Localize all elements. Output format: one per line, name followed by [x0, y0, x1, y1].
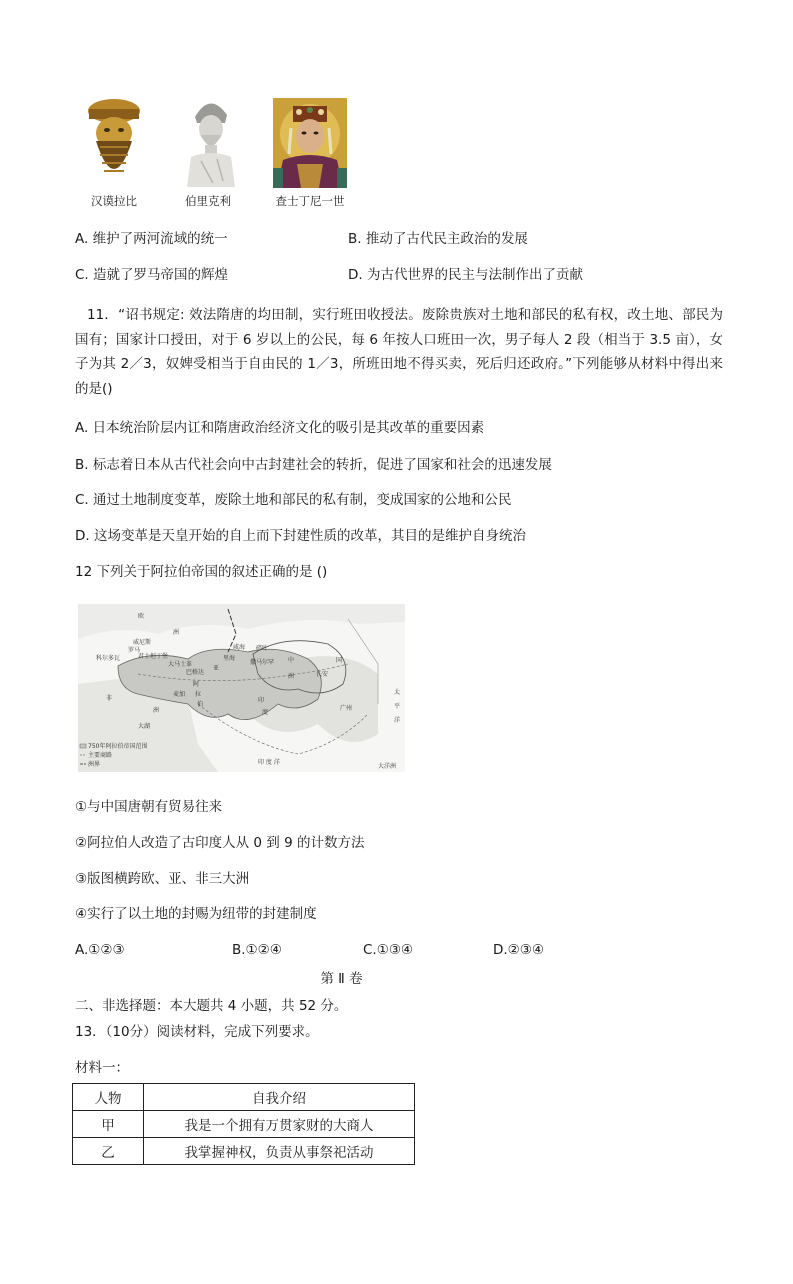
figure-caption: 汉谟拉比: [91, 194, 137, 208]
map-label: 长安: [316, 671, 329, 678]
map-legend-item: 750年阿拉伯帝国范围: [88, 743, 148, 750]
map-label: 里海: [223, 655, 236, 662]
map-label: 君士坦丁堡: [138, 653, 169, 660]
q11-option-b: B. 标志着日本从古代社会向中古封建社会的转折，促进了国家和社会的迅速发展: [75, 457, 552, 473]
map-label: 印 度 洋: [258, 759, 280, 766]
map-label: 咸海: [233, 644, 246, 651]
map-label: 大湖: [138, 723, 151, 730]
map-label: 威尼斯: [133, 639, 152, 646]
map-label: 洲: [153, 707, 160, 714]
q11-option-d: D. 这场变革是天皇开始的自上而下封建性质的改革，其目的是维护自身统治: [75, 528, 526, 544]
table-cell: 乙: [73, 1138, 144, 1165]
map-label: 洋: [394, 717, 401, 724]
map-label: 碎叶: [256, 645, 269, 652]
q12-option-a: A.①②③: [75, 942, 125, 958]
q11-option-c: C. 通过土地制度变革，废除土地和部民的私有制，变成国家的公地和公民: [75, 492, 512, 508]
map-label: 太: [394, 689, 401, 696]
arab-empire-map: [78, 604, 405, 772]
q10-option-a: A. 维护了两河流域的统一: [75, 231, 228, 247]
map-label: 大洋洲: [378, 763, 397, 770]
map-label: 伯: [197, 701, 204, 708]
table-header-cell: 人物: [73, 1084, 144, 1111]
map-label: 平: [394, 703, 401, 710]
q10-option-d: D. 为古代世界的民主与法制作出了贡献: [348, 267, 583, 283]
table-header-row: [73, 1084, 415, 1111]
map-label: 麦加: [173, 691, 186, 698]
map-label: 科尔多瓦: [96, 655, 121, 662]
map-label: 大马士革: [168, 661, 193, 668]
table-row: [73, 1111, 415, 1138]
q10-option-b: B. 推动了古代民主政治的发展: [348, 231, 528, 247]
section-title: 第 Ⅱ 卷: [320, 971, 363, 987]
map-label: 国: [336, 657, 343, 664]
map-label: 中: [288, 657, 295, 664]
map-label: 印: [258, 697, 265, 704]
table-header-cell: 自我介绍: [144, 1084, 415, 1111]
q10-option-c: C. 造就了罗马帝国的辉煌: [75, 267, 229, 283]
q12-statement: ①与中国唐朝有贸易往来: [75, 799, 223, 815]
pericles-bust-icon: [183, 95, 238, 187]
q12-statement: ④实行了以土地的封赐为纽带的封建制度: [75, 906, 317, 922]
q12-option-b: B.①②④: [232, 942, 282, 958]
map-label: 欧: [138, 613, 145, 620]
table-cell: 我掌握神权，负责从事祭祀活动: [144, 1138, 415, 1165]
section-intro: 二、非选择题：本大题共 4 小题，共 52 分。: [75, 998, 348, 1014]
map-legend-item: 主要商路: [88, 752, 113, 759]
table-cell: 甲: [73, 1111, 144, 1138]
q12-stem: 12 下列关于阿拉伯帝国的叙述正确的是 (): [75, 564, 328, 580]
map-label: 撒马尔罕: [250, 659, 275, 666]
hammurabi-bust-icon: [84, 97, 144, 187]
map-label: 拉: [195, 691, 202, 698]
map-label: 广州: [340, 705, 353, 712]
map-label: 度: [262, 709, 269, 716]
table-cell: 我是一个拥有万贯家财的大商人: [144, 1111, 415, 1138]
map-label: 阿: [193, 681, 200, 688]
q12-statement: ③版图横跨欧、亚、非三大洲: [75, 871, 250, 887]
q13-table: [72, 1083, 415, 1165]
table-row: [73, 1138, 415, 1165]
map-label: 罗马: [128, 647, 141, 654]
q12-statement: ②阿拉伯人改造了古印度人从 0 到 9 的计数方法: [75, 835, 365, 851]
q12-option-c: C.①③④: [363, 942, 414, 958]
map-label: 洲: [173, 629, 180, 636]
q13-stem: 13．（10分）阅读材料，完成下列要求。: [75, 1024, 319, 1040]
q11-stem: 11．“诏书规定: 效法隋唐的均田制，实行班田收授法。废除贵族对土地和部民的私有权，改土地、部民为国有；国家计口授田，对于 6 岁以上的公民，每 6 年按人口班田一次，男子每人 2 段（相当于 3.5 亩），女子为其 2／3，奴婢受相当于自由民的 1／3，所班田地不得买卖，死后归还政府。”下列能够从材料中得出来的是(): [75, 307, 723, 397]
map-label: 亚: [213, 665, 220, 672]
figure-caption: 伯里克利: [185, 194, 231, 208]
map-legend-item: 洲界: [88, 761, 101, 768]
map-label: 巴格达: [186, 669, 205, 676]
map-label: 非: [106, 695, 113, 702]
q11-option-a: A. 日本统治阶层内讧和隋唐政治经济文化的吸引是其改革的重要因素: [75, 420, 485, 436]
map-label: 洲: [288, 673, 295, 680]
figure-caption: 查士丁尼一世: [275, 194, 345, 208]
q12-option-d: D.②③④: [493, 942, 544, 958]
justinian-mosaic-icon: [273, 98, 347, 188]
q13-material-label: 材料一：: [75, 1060, 129, 1076]
